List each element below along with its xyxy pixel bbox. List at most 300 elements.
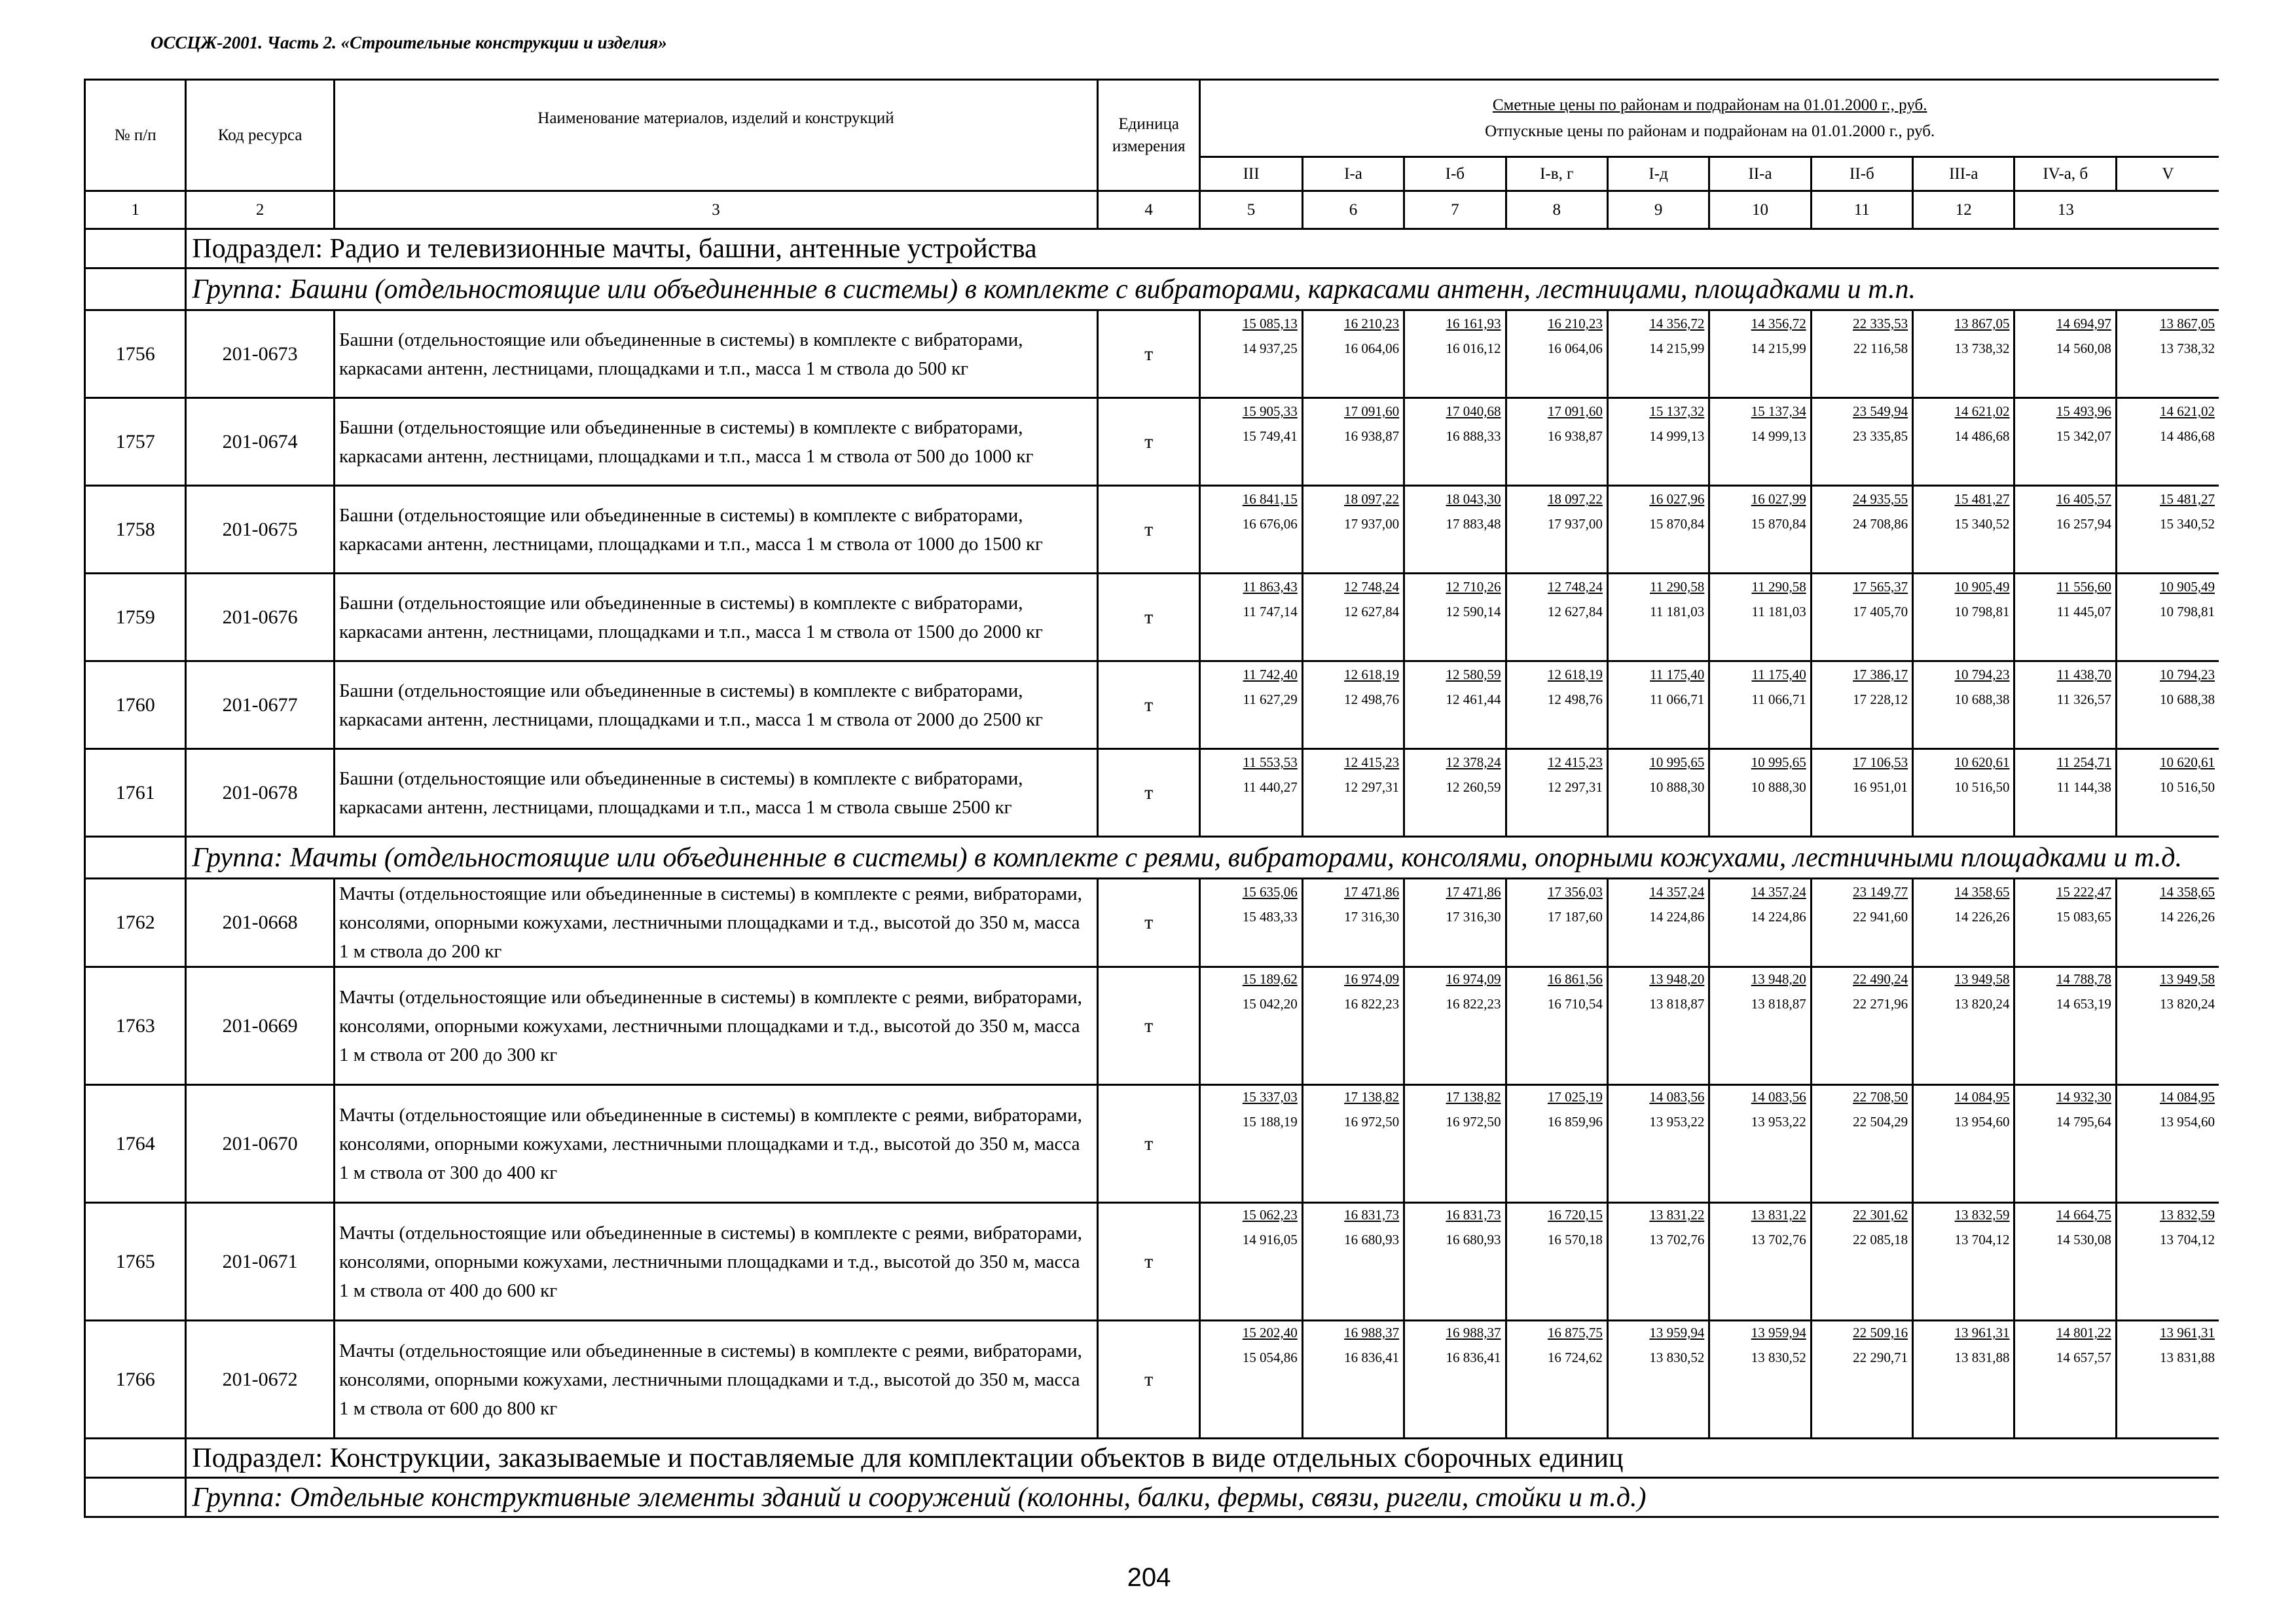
estimated-price: 15 493,96 [2056, 403, 2111, 419]
price-cell [1811, 1203, 1912, 1321]
estimated-price: 12 415,23 [1344, 754, 1400, 770]
release-price: 10 688,38 [1954, 692, 2010, 707]
estimated-price: 13 949,58 [1954, 971, 2010, 987]
release-price: 15 749,41 [1242, 428, 1298, 444]
release-price: 16 938,87 [1547, 428, 1603, 444]
release-price: 10 516,50 [2160, 779, 2215, 795]
price-cell [1811, 310, 1912, 398]
item-name: Мачты (отдельностоящие или объединенные в системы) в комплекте с реями, вибраторами, консолями, опорными кожухами, лестничными площадками и т.д., высотой до 350 м, масса 1 м ствола до 200 кг [334, 879, 1097, 967]
table-row [85, 1203, 2219, 1321]
unit-of-measure: т [1097, 967, 1199, 1085]
release-price: 10 888,30 [1649, 779, 1705, 795]
estimated-price: 16 720,15 [1547, 1207, 1603, 1223]
price-cell [1506, 574, 1607, 661]
price-cell [1200, 486, 1302, 574]
price-cell [1607, 749, 1709, 837]
price-cell [1811, 879, 1912, 967]
estimated-price: 15 137,34 [1751, 403, 1806, 419]
price-cell [1404, 661, 1506, 749]
estimated-price: 11 290,58 [1650, 579, 1705, 595]
price-cell [1811, 398, 1912, 486]
release-price: 14 530,08 [2056, 1232, 2111, 1247]
column-number: 8 [1506, 191, 1607, 229]
resource-code: 201-0672 [186, 1321, 335, 1439]
header-prices [1200, 80, 2219, 157]
price-cell [2116, 310, 2219, 398]
table-row [85, 1321, 2219, 1439]
estimated-price: 12 710,26 [1446, 579, 1501, 595]
item-name: Башни (отдельностоящие или объединенные в системы) в комплекте с вибраторами, каркасами антенн, лестницами, площадками и т.п., масса 1 м ствола от 2000 до 2500 кг [334, 661, 1097, 749]
release-price: 14 215,99 [1751, 341, 1806, 356]
row-number: 1757 [85, 398, 186, 486]
release-price: 14 486,68 [2160, 428, 2215, 444]
release-price: 13 831,88 [1954, 1350, 2010, 1365]
item-name: Башни (отдельностоящие или объединенные в системы) в комплекте с вибраторами, каркасами антенн, лестницами, площадками и т.п., масса 1 м ствола от 1000 до 1500 кг [334, 486, 1097, 574]
release-price: 11 181,03 [1650, 604, 1705, 619]
price-cell [1913, 310, 2014, 398]
release-price: 13 831,88 [2160, 1350, 2215, 1365]
price-cell [1200, 749, 1302, 837]
estimated-price: 17 471,86 [1446, 884, 1501, 900]
group-heading: Группа: Башни (отдельностоящие или объединенные в системы) в комплекте с вибраторами, каркасами антенн, лестницами, площадками и т.п. [186, 268, 2219, 310]
release-price: 14 916,05 [1242, 1232, 1298, 1247]
price-cell [1200, 661, 1302, 749]
estimated-price: 11 175,40 [1650, 667, 1705, 682]
price-cell [1404, 398, 1506, 486]
release-price: 11 144,38 [2056, 779, 2111, 795]
estimated-price: 10 995,65 [1751, 754, 1806, 770]
column-number: 10 [1709, 191, 1811, 229]
release-price: 12 498,76 [1547, 692, 1603, 707]
header-region: V [2116, 157, 2219, 191]
header-num: № п/п [85, 80, 186, 191]
price-cell [1607, 486, 1709, 574]
price-cell [2116, 1203, 2219, 1321]
table-body [85, 229, 2219, 1517]
estimated-price: 11 175,40 [1751, 667, 1806, 682]
header-code: Код ресурса [186, 80, 335, 191]
estimated-price: 15 481,27 [2160, 491, 2215, 507]
estimated-price: 12 415,23 [1547, 754, 1603, 770]
resource-code: 201-0676 [186, 574, 335, 661]
price-cell [2014, 310, 2116, 398]
price-cell [1302, 310, 1404, 398]
release-price: 13 818,87 [1649, 996, 1705, 1012]
estimated-price: 11 290,58 [1751, 579, 1806, 595]
empty-cell [85, 229, 186, 268]
release-price: 15 870,84 [1649, 516, 1705, 532]
price-cell [1811, 967, 1912, 1085]
release-price: 15 340,52 [2160, 516, 2215, 532]
header-release-prices: Отпускные цены по районам и подрайонам на 01.01.2000 г., руб. [1485, 122, 1935, 140]
price-cell [1506, 749, 1607, 837]
release-price: 12 260,59 [1446, 779, 1501, 795]
estimated-price: 17 091,60 [1547, 403, 1603, 419]
row-number: 1762 [85, 879, 186, 967]
estimated-price: 17 138,82 [1446, 1089, 1501, 1105]
release-price: 17 883,48 [1446, 516, 1501, 532]
estimated-price: 16 161,93 [1446, 316, 1501, 331]
release-price: 13 954,60 [1954, 1114, 2010, 1130]
price-cell [1709, 398, 1811, 486]
price-cell [1607, 1321, 1709, 1439]
row-number: 1756 [85, 310, 186, 398]
table-row [85, 1085, 2219, 1203]
release-price: 14 224,86 [1649, 909, 1705, 925]
estimated-price: 14 084,95 [2160, 1089, 2215, 1105]
estimated-price: 13 832,59 [2160, 1207, 2215, 1223]
release-price: 17 316,30 [1344, 909, 1400, 925]
price-cell [1200, 310, 1302, 398]
estimated-price: 15 337,03 [1242, 1089, 1298, 1105]
release-price: 13 830,52 [1751, 1350, 1806, 1365]
price-cell [1506, 661, 1607, 749]
estimated-price: 14 932,30 [2056, 1089, 2111, 1105]
estimated-price: 22 335,53 [1853, 316, 1908, 331]
release-price: 11 066,71 [1650, 692, 1705, 707]
unit-of-measure: т [1097, 1085, 1199, 1203]
release-price: 15 340,52 [1954, 516, 2010, 532]
estimated-price: 16 974,09 [1446, 971, 1501, 987]
estimated-price: 13 831,22 [1751, 1207, 1806, 1223]
column-number: 3 [334, 191, 1097, 229]
release-price: 17 405,70 [1853, 604, 1908, 619]
price-cell [1709, 749, 1811, 837]
release-price: 12 627,84 [1547, 604, 1603, 619]
release-price: 13 953,22 [1751, 1114, 1806, 1130]
release-price: 22 085,18 [1853, 1232, 1908, 1247]
price-cell [1709, 486, 1811, 574]
column-number: 9 [1607, 191, 1709, 229]
price-cell [1302, 1085, 1404, 1203]
estimated-price: 16 875,75 [1547, 1325, 1603, 1340]
estimated-price: 13 949,58 [2160, 971, 2215, 987]
estimated-price: 22 490,24 [1853, 971, 1908, 987]
resource-code: 201-0669 [186, 967, 335, 1085]
price-cell [1404, 879, 1506, 967]
header-region: II-б [1811, 157, 1912, 191]
price-cell [2014, 661, 2116, 749]
price-cell [1200, 574, 1302, 661]
price-cell [1302, 967, 1404, 1085]
item-name: Мачты (отдельностоящие или объединенные в системы) в комплекте с реями, вибраторами, консолями, опорными кожухами, лестничными площадками и т.д., высотой до 350 м, масса 1 м ствола от 200 до 300 кг [334, 967, 1097, 1085]
price-cell [2116, 574, 2219, 661]
price-cell [1709, 879, 1811, 967]
release-price: 12 461,44 [1446, 692, 1501, 707]
release-price: 14 226,26 [2160, 909, 2215, 925]
estimated-price: 22 301,62 [1853, 1207, 1908, 1223]
release-price: 15 188,19 [1242, 1114, 1298, 1130]
release-price: 11 181,03 [1751, 604, 1806, 619]
release-price: 11 440,27 [1243, 779, 1298, 795]
unit-of-measure: т [1097, 310, 1199, 398]
release-price: 17 187,60 [1547, 909, 1603, 925]
release-price: 12 297,31 [1344, 779, 1400, 795]
estimated-price: 13 867,05 [1954, 316, 2010, 331]
release-price: 16 888,33 [1446, 428, 1501, 444]
resource-code: 201-0671 [186, 1203, 335, 1321]
row-number: 1765 [85, 1203, 186, 1321]
estimated-price: 14 788,78 [2056, 971, 2111, 987]
release-price: 16 064,06 [1344, 341, 1400, 356]
price-cell [1709, 310, 1811, 398]
page-number: 204 [1127, 1563, 1171, 1592]
release-price: 15 870,84 [1751, 516, 1806, 532]
table-row [85, 749, 2219, 837]
price-cell [2116, 879, 2219, 967]
price-cell [1709, 574, 1811, 661]
release-price: 14 999,13 [1649, 428, 1705, 444]
price-cell [1302, 398, 1404, 486]
estimated-price: 16 210,23 [1547, 316, 1603, 331]
price-cell [1302, 661, 1404, 749]
release-price: 11 747,14 [1243, 604, 1298, 619]
release-price: 16 064,06 [1547, 341, 1603, 356]
price-cell [1404, 574, 1506, 661]
unit-of-measure: т [1097, 486, 1199, 574]
release-price: 12 498,76 [1344, 692, 1400, 707]
price-cell [2116, 486, 2219, 574]
table-row [85, 661, 2219, 749]
price-cell [2116, 967, 2219, 1085]
price-cell [1506, 967, 1607, 1085]
group-heading: Группа: Отдельные конструктивные элементы зданий и сооружений (колонны, балки, фермы, связи, ригели, стойки и т.д.) [186, 1478, 2219, 1517]
resource-code: 201-0668 [186, 879, 335, 967]
price-cell [1506, 1085, 1607, 1203]
resource-code: 201-0677 [186, 661, 335, 749]
release-price: 13 830,52 [1649, 1350, 1705, 1365]
estimated-price: 13 961,31 [2160, 1325, 2215, 1340]
release-price: 14 999,13 [1751, 428, 1806, 444]
unit-of-measure: т [1097, 661, 1199, 749]
estimated-price: 14 664,75 [2056, 1207, 2111, 1223]
release-price: 10 888,30 [1751, 779, 1806, 795]
release-price: 16 676,06 [1242, 516, 1298, 532]
estimated-price: 11 553,53 [1243, 754, 1298, 770]
price-cell [1506, 879, 1607, 967]
estimated-price: 12 748,24 [1344, 579, 1400, 595]
subsection-heading: Подраздел: Радио и телевизионные мачты, башни, антенные устройства [186, 229, 2219, 268]
release-price: 15 042,20 [1242, 996, 1298, 1012]
estimated-price: 15 202,40 [1242, 1325, 1298, 1340]
price-cell [1913, 749, 2014, 837]
price-cell [1506, 1321, 1607, 1439]
row-number: 1766 [85, 1321, 186, 1439]
estimated-price: 10 620,61 [2160, 754, 2215, 770]
price-cell [1404, 1085, 1506, 1203]
price-cell [1302, 486, 1404, 574]
item-name: Башни (отдельностоящие или объединенные в системы) в комплекте с вибраторами, каркасами антенн, лестницами, площадками и т.п., масса 1 м ствола от 1500 до 2000 кг [334, 574, 1097, 661]
release-price: 13 820,24 [2160, 996, 2215, 1012]
group-heading: Группа: Мачты (отдельностоящие или объединенные в системы) в комплекте с реями, вибраторами, консолями, опорными кожухами, лестничными площадками и т.д. [186, 837, 2219, 879]
price-cell [1709, 1085, 1811, 1203]
estimated-price: 15 222,47 [2056, 884, 2111, 900]
release-price: 14 653,19 [2056, 996, 2111, 1012]
price-cell [1913, 1321, 2014, 1439]
estimated-price: 17 025,19 [1547, 1089, 1603, 1105]
resource-code: 201-0673 [186, 310, 335, 398]
estimated-price: 16 027,99 [1751, 491, 1806, 507]
release-price: 11 066,71 [1751, 692, 1806, 707]
price-cell [1913, 967, 2014, 1085]
header-estimated-prices: Сметные цены по районам и подрайонам на 01.01.2000 г., руб. [1492, 96, 1927, 114]
empty-cell [85, 837, 186, 879]
release-price: 16 257,94 [2056, 516, 2111, 532]
release-price: 13 738,32 [2160, 341, 2215, 356]
release-price: 13 704,12 [2160, 1232, 2215, 1247]
price-cell [1811, 749, 1912, 837]
empty-cell [85, 1439, 186, 1478]
release-price: 15 083,65 [2056, 909, 2111, 925]
unit-of-measure: т [1097, 749, 1199, 837]
estimated-price: 17 565,37 [1853, 579, 1908, 595]
release-price: 11 445,07 [2056, 604, 2111, 619]
table-row [85, 879, 2219, 967]
release-price: 22 271,96 [1853, 996, 1908, 1012]
header-name: Наименование материалов, изделий и конструкций [334, 80, 1097, 191]
unit-of-measure: т [1097, 1321, 1199, 1439]
document-title: ОССЦЖ-2001. Часть 2. «Строительные конструкции и изделия» [151, 33, 667, 52]
price-cell [1404, 310, 1506, 398]
price-cell [1404, 1321, 1506, 1439]
row-number: 1761 [85, 749, 186, 837]
price-cell [1404, 967, 1506, 1085]
estimated-price: 15 062,23 [1242, 1207, 1298, 1223]
price-cell [1709, 1321, 1811, 1439]
release-price: 13 953,22 [1649, 1114, 1705, 1130]
estimated-price: 14 801,22 [2056, 1325, 2111, 1340]
resource-code: 201-0674 [186, 398, 335, 486]
column-number: 12 [1913, 191, 2014, 229]
price-cell [1913, 661, 2014, 749]
empty-cell [85, 268, 186, 310]
price-cell [2014, 1203, 2116, 1321]
estimated-price: 24 935,55 [1853, 491, 1908, 507]
release-price: 14 795,64 [2056, 1114, 2111, 1130]
table-row [85, 967, 2219, 1085]
estimated-price: 11 556,60 [2056, 579, 2111, 595]
estimated-price: 17 091,60 [1344, 403, 1400, 419]
price-cell [1607, 879, 1709, 967]
price-cell [1200, 1203, 1302, 1321]
estimated-price: 11 438,70 [2056, 667, 2111, 682]
header-region: I-а [1302, 157, 1404, 191]
price-cell [1607, 574, 1709, 661]
column-number: 11 [1811, 191, 1912, 229]
price-cell [2116, 398, 2219, 486]
release-price: 10 516,50 [1954, 779, 2010, 795]
estimated-price: 14 083,56 [1649, 1089, 1705, 1105]
estimated-price: 15 635,06 [1242, 884, 1298, 900]
release-price: 16 570,18 [1547, 1232, 1603, 1247]
header-region: I-б [1404, 157, 1506, 191]
release-price: 17 937,00 [1547, 516, 1603, 532]
item-name: Башни (отдельностоящие или объединенные в системы) в комплекте с вибраторами, каркасами антенн, лестницами, площадками и т.п., масса 1 м ствола от 500 до 1000 кг [334, 398, 1097, 486]
price-table [84, 79, 2219, 1518]
table-row [85, 310, 2219, 398]
empty-cell [85, 1478, 186, 1517]
table-row [85, 574, 2219, 661]
table-row [85, 486, 2219, 574]
estimated-price: 17 106,53 [1853, 754, 1908, 770]
price-cell [1607, 661, 1709, 749]
estimated-price: 15 905,33 [1242, 403, 1298, 419]
price-cell [1607, 967, 1709, 1085]
estimated-price: 10 905,49 [1954, 579, 2010, 595]
estimated-price: 13 867,05 [2160, 316, 2215, 331]
estimated-price: 14 694,97 [2056, 316, 2111, 331]
resource-code: 201-0675 [186, 486, 335, 574]
item-name: Мачты (отдельностоящие или объединенные в системы) в комплекте с реями, вибраторами, консолями, опорными кожухами, лестничными площадками и т.д., высотой до 350 м, масса 1 м ствола от 400 до 600 кг [334, 1203, 1097, 1321]
release-price: 11 627,29 [1243, 692, 1298, 707]
estimated-price: 11 863,43 [1243, 579, 1298, 595]
price-cell [1811, 486, 1912, 574]
price-cell [2116, 1085, 2219, 1203]
estimated-price: 16 988,37 [1344, 1325, 1400, 1340]
release-price: 12 590,14 [1446, 604, 1501, 619]
item-name: Башни (отдельностоящие или объединенные в системы) в комплекте с вибраторами, каркасами антенн, лестницами, площадками и т.п., масса 1 м ствола свыше 2500 кг [334, 749, 1097, 837]
price-cell [1506, 310, 1607, 398]
release-price: 14 215,99 [1649, 341, 1705, 356]
subsection-heading: Подраздел: Конструкции, заказываемые и поставляемые для комплектации объектов в виде отдельных сборочных единиц [186, 1439, 2219, 1478]
header-region: III [1200, 157, 1302, 191]
release-price: 16 859,96 [1547, 1114, 1603, 1130]
row-number: 1764 [85, 1085, 186, 1203]
price-cell [1607, 1203, 1709, 1321]
estimated-price: 13 961,31 [1954, 1325, 2010, 1340]
price-cell [1811, 1321, 1912, 1439]
estimated-price: 10 995,65 [1649, 754, 1705, 770]
estimated-price: 16 831,73 [1344, 1207, 1400, 1223]
estimated-price: 13 959,94 [1649, 1325, 1705, 1340]
estimated-price: 13 948,20 [1649, 971, 1705, 987]
release-price: 16 938,87 [1344, 428, 1400, 444]
release-price: 22 290,71 [1853, 1350, 1908, 1365]
header-unit: Единица измерения [1097, 80, 1199, 191]
unit-of-measure: т [1097, 1203, 1199, 1321]
release-price: 13 738,32 [1954, 341, 2010, 356]
estimated-price: 14 356,72 [1649, 316, 1705, 331]
release-price: 17 316,30 [1446, 909, 1501, 925]
item-name: Башни (отдельностоящие или объединенные в системы) в комплекте с вибраторами, каркасами антенн, лестницами, площадками и т.п., масса 1 м ствола до 500 кг [334, 310, 1097, 398]
price-cell [2014, 574, 2116, 661]
price-cell [1811, 1085, 1912, 1203]
header-region: III-а [1913, 157, 2014, 191]
price-cell [2014, 749, 2116, 837]
estimated-price: 17 386,17 [1853, 667, 1908, 682]
column-number: 6 [1302, 191, 1404, 229]
estimated-price: 15 189,62 [1242, 971, 1298, 987]
price-cell [1302, 1321, 1404, 1439]
price-cell [1302, 749, 1404, 837]
price-cell [1404, 486, 1506, 574]
price-cell [2116, 749, 2219, 837]
release-price: 12 297,31 [1547, 779, 1603, 795]
row-number: 1758 [85, 486, 186, 574]
column-number: 7 [1404, 191, 1506, 229]
price-cell [1200, 879, 1302, 967]
estimated-price: 12 580,59 [1446, 667, 1501, 682]
release-price: 22 116,58 [1853, 341, 1908, 356]
row-number: 1759 [85, 574, 186, 661]
estimated-price: 16 027,96 [1649, 491, 1705, 507]
release-price: 10 798,81 [1954, 604, 2010, 619]
estimated-price: 14 358,65 [2160, 884, 2215, 900]
price-cell [1404, 1203, 1506, 1321]
estimated-price: 17 356,03 [1547, 884, 1603, 900]
column-number: 4 [1097, 191, 1199, 229]
release-price: 16 951,01 [1853, 779, 1908, 795]
